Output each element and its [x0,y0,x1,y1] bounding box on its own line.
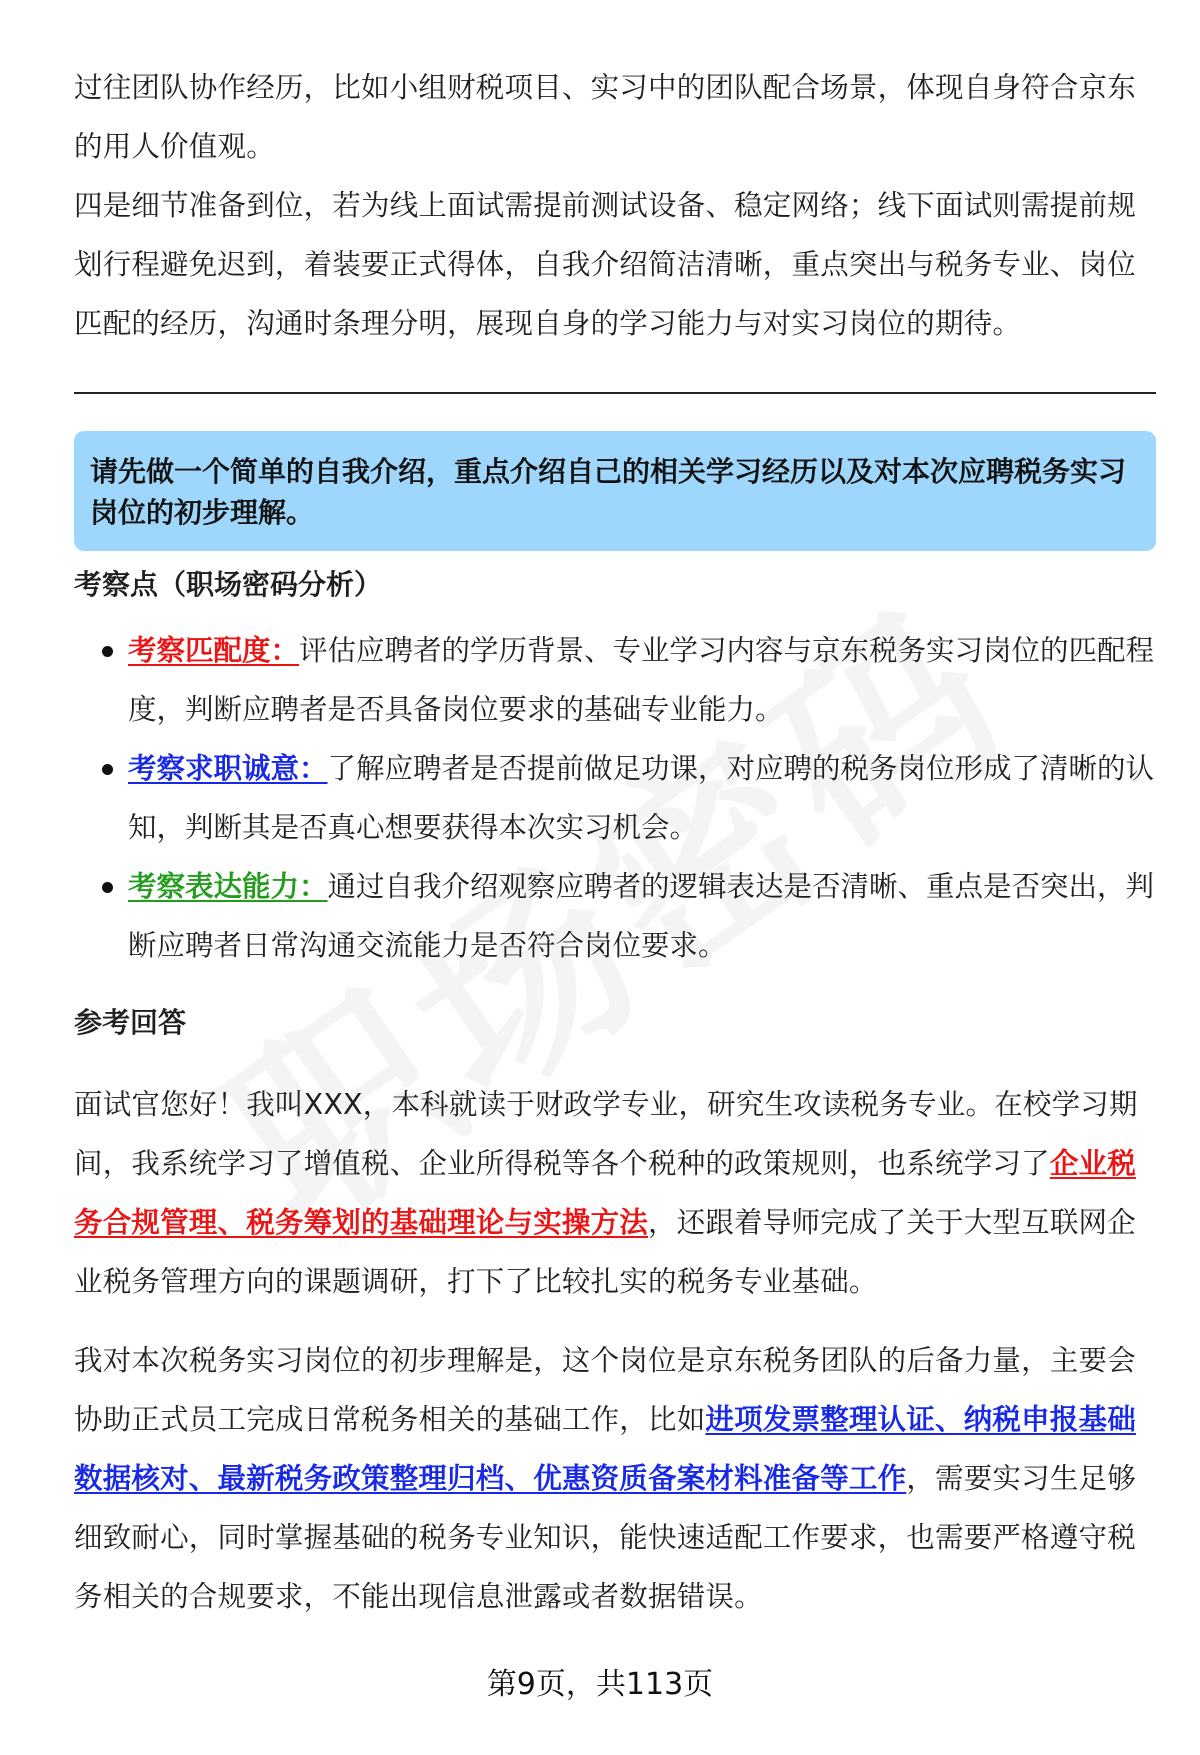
bullet-dot-icon [102,764,113,775]
analysis-title: 考察点（职场密码分析） [74,568,383,601]
reference-p1-highlight: 企业税务合规管理、税务筹划的基础理论与实操方法 [74,1147,1136,1239]
analysis-label-match: 考察匹配度： [128,634,300,667]
section-divider [74,392,1156,394]
analysis-item-match [128,621,1156,739]
analysis-label-sincerity: 考察求职诚意： [128,752,328,785]
analysis-item-sincerity [128,739,1156,857]
document-page [74,58,1156,1626]
reference-title: 参考回答 [74,1006,187,1039]
reference-paragraph-1 [74,1075,1156,1311]
reference-p2-text-before: 我对本次税务实习岗位的初步理解是，这个岗位是京东税务团队的后备力量，主要会协助正式员工完成日常税务相关的基础工作，比如 [74,1344,1136,1436]
analysis-text-match: 评估应聘者的学历背景、专业学习内容与京东税务实习岗位的匹配程度，判断应聘者是否具备岗位要求的基础专业能力。 [128,634,1155,726]
question-box [74,431,1156,551]
intro-paragraph-1: 过往团队协作经历，比如小组财税项目、实习中的团队配合场景，体现自身符合京东的用人价值观。 [74,71,1136,163]
reference-p1-text-before: 面试官您好！我叫XXX，本科就读于财政学专业，研究生攻读税务专业。在校学习期间，我系统学习了增值税、企业所得税等各个税种的政策规则，也系统学习了 [74,1088,1138,1180]
intro-paragraph-2: 四是细节准备到位，若为线上面试需提前测试设备、稳定网络；线下面试则需提前规划行程避免迟到，着装要正式得体，自我介绍简洁清晰，重点突出与税务专业、岗位匹配的经历，沟通时条理分明，展现自身的学习能力与对实习岗位的期待。 [74,189,1136,340]
bullet-dot-icon [102,882,113,893]
analysis-text-expression: 通过自我介绍观察应聘者的逻辑表达是否清晰、重点是否突出，判断应聘者日常沟通交流能力是否符合岗位要求。 [128,870,1155,962]
reference-p2-highlight: 进项发票整理认证、纳税申报基础数据核对、最新税务政策整理归档、优惠资质备案材料准备等工作 [74,1403,1136,1495]
reference-paragraph-2 [74,1331,1156,1626]
analysis-list [74,621,1156,975]
analysis-item-expression [128,857,1156,975]
reference-p1-text-after: ，还跟着导师完成了关于大型互联网企业税务管理方向的课题调研，打下了比较扎实的税务专业基础。 [74,1206,1136,1298]
analysis-text-sincerity: 了解应聘者是否提前做足功课，对应聘的税务岗位形成了清晰的认知，判断其是否真心想要获得本次实习机会。 [128,752,1155,844]
bullet-dot-icon [102,646,113,657]
page-content [74,58,1156,1626]
paragraph-gap [74,1311,1156,1331]
reference-p2-text-after: ，需要实习生足够细致耐心，同时掌握基础的税务专业知识，能快速适配工作要求，也需要严格遵守税务相关的合规要求，不能出现信息泄露或者数据错误。 [74,1462,1136,1613]
page-footer: 第9页，共113页 [486,1667,714,1702]
analysis-label-expression: 考察表达能力： [128,870,328,903]
question-text: 请先做一个简单的自我介绍，重点介绍自己的相关学习经历以及对本次应聘税务实习岗位的初步理解。 [90,455,1127,529]
